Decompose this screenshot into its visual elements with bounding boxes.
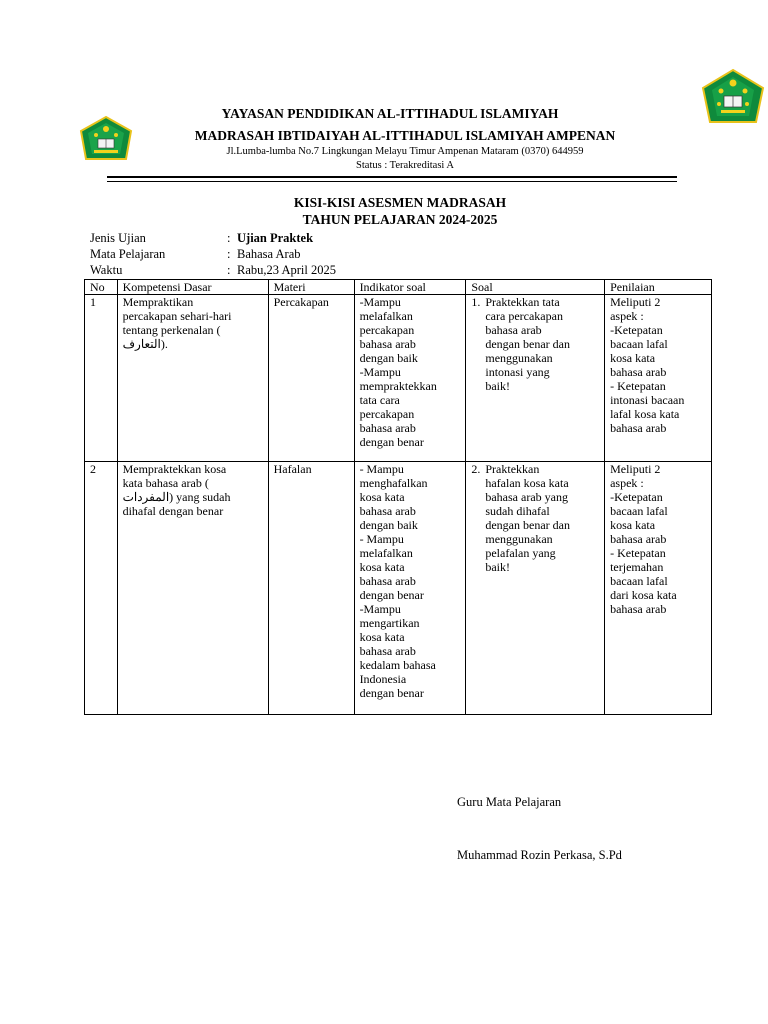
cell-no: 2 (85, 462, 118, 715)
document-title: KISI-KISI ASESMEN MADRASAH (293, 195, 507, 210)
table-row (85, 462, 712, 715)
soal-number: 2. (471, 462, 481, 476)
cell-soal (466, 462, 605, 715)
info-colon: : (227, 247, 231, 261)
header-penilaian: Penilaian (605, 280, 712, 295)
cell-materi: Percakapan (268, 295, 354, 462)
cell-indikator: -Mampu melafalkan percakapan bahasa arab dengan baik -Mampu mempraktekkan tata cara percakapan bahasa arab dengan benar (354, 295, 466, 462)
cell-penilaian: Meliputi 2 aspek : -Ketepatan bacaan lafal kosa kata bahasa arab - Ketepatan terjemahan bacaan lafal dari kosa kata bahasa arab (605, 462, 712, 715)
signature-role: Guru Mata Pelajaran (457, 795, 562, 809)
cell-materi: Hafalan (268, 462, 354, 715)
info-label: Mata Pelajaran (90, 247, 166, 261)
info-label: Waktu (90, 263, 123, 277)
info-value: Rabu,23 April 2025 (237, 263, 336, 277)
table-header-row (85, 280, 712, 295)
cell-penilaian: Meliputi 2 aspek : -Ketepatan bacaan lafal kosa kata bahasa arab - Ketepatan intonasi bacaan lafal kosa kata bahasa arab (605, 295, 712, 462)
cell-kompetensi-dasar: Mempraktekkan kosa kata bahasa arab ( المفردات) yang sudah dihafal dengan benar (117, 462, 268, 715)
soal-number: 1. (471, 295, 481, 309)
madrasah-name: MADRASAH IBTIDAIYAH AL-ITTIHADUL ISLAMIYAH AMPENAN (194, 128, 616, 143)
table-row (85, 295, 712, 462)
kisi-kisi-table (84, 279, 712, 715)
info-value: Ujian Praktek (237, 231, 314, 245)
header-divider-thin (107, 181, 677, 182)
header-divider-thick (107, 176, 677, 178)
info-colon: : (227, 231, 231, 245)
cell-soal (466, 295, 605, 462)
cell-kompetensi-dasar: Mempraktikan percakapan sehari-hari tentang perkenalan ( التعارف). (117, 295, 268, 462)
info-value: Bahasa Arab (237, 247, 301, 261)
cell-no: 1 (85, 295, 118, 462)
accreditation-status: Status : Terakreditasi A (356, 160, 454, 171)
school-address: Jl.Lumba-lumba No.7 Lingkungan Melayu Timur Ampenan Mataram (0370) 644959 (226, 146, 584, 157)
info-label: Jenis Ujian (90, 231, 146, 245)
kemenag-logo-left-icon (76, 115, 136, 162)
yayasan-name: YAYASAN PENDIDIKAN AL-ITTIHADUL ISLAMIYAH (221, 106, 559, 121)
header-indikator-soal: Indikator soal (354, 280, 466, 295)
soal-text: Praktekkan hafalan kosa kata bahasa arab yang sudah dihafal dengan benar dan menggunakan pelafalan yang baik! (485, 462, 570, 574)
cell-indikator: - Mampu menghafalkan kosa kata bahasa arab dengan baik - Mampu melafalkan kosa kata bahasa arab dengan benar -Mampu mengartikan kosa kata bahasa arab kedalam bahasa Indonesia dengan benar (354, 462, 466, 715)
header-soal: Soal (466, 280, 605, 295)
kemenag-logo-right-icon (700, 68, 766, 126)
signature-name: Muhammad Rozin Perkasa, S.Pd (457, 848, 622, 862)
header-kompetensi-dasar: Kompetensi Dasar (117, 280, 268, 295)
soal-text: Praktekkan tata cara percakapan bahasa arab dengan benar dan menggunakan intonasi yang baik! (485, 295, 570, 393)
header-no: No (85, 280, 118, 295)
document-subtitle: TAHUN PELAJARAN 2024-2025 (302, 212, 498, 227)
header-materi: Materi (268, 280, 354, 295)
info-colon: : (227, 263, 231, 277)
